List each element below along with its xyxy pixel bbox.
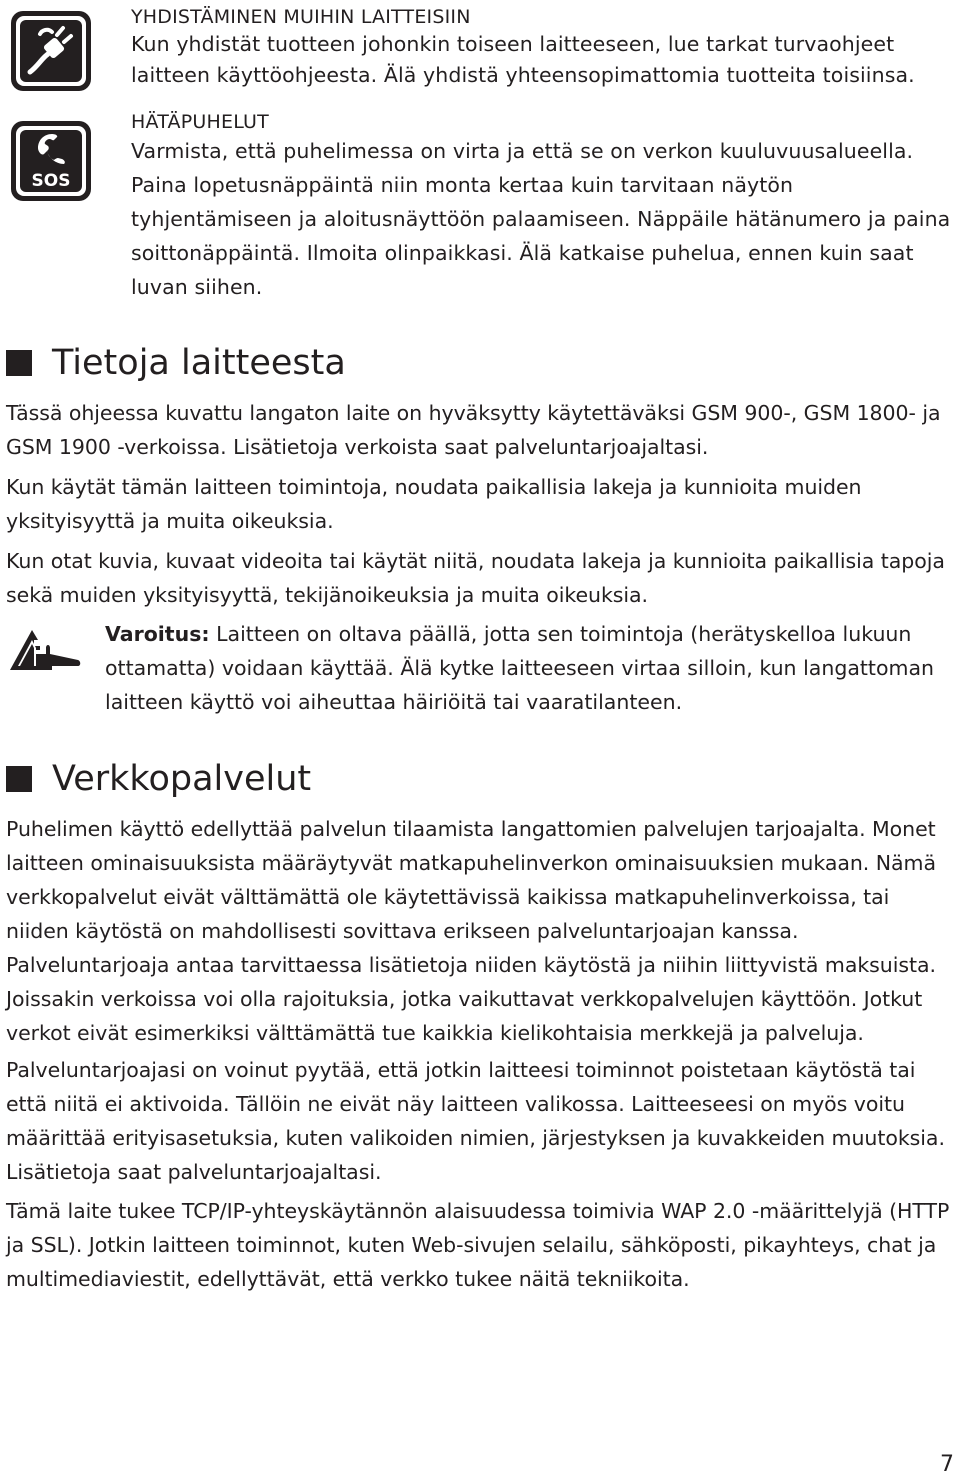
warning-text (105, 617, 935, 719)
safety-title: YHDISTÄMINEN MUIHIN LAITTEISIIN (131, 6, 471, 28)
warning-label: Varoitus: (105, 622, 210, 646)
paragraph: Tämä laite tukee TCP/IP-yhteyskäytännön alaisuudessa toimivia WAP 2.0 -määrittelyjä (HTTP ja SSL). Jotkin laitteen toiminnot, kuten Web-sivujen selailu, sähköposti, pikayhteys, chat ja multimediaviestit, edellyttävät, että verkko tukee näitä tekniikoita. (6, 1199, 950, 1291)
heading-bullet (6, 766, 32, 792)
warning-body: Laitteen on oltava päällä, jotta sen toimintoja (herätyskelloa lukuun ottamatta) voidaan käyttää. Älä kytke laitteeseen virtaa silloin, kun langattoman laitteen käyttö voi aiheuttaa häiriöitä tai vaaratilanteen. (105, 622, 935, 714)
section-heading-device (6, 343, 346, 383)
safety-text: Kun yhdistät tuotteen johonkin toiseen laitteeseen, lue tarkat turvaohjeet laitteen käyttöohjeesta. Älä yhdistä yhteensopimattomia tuotteita toisiinsa. (131, 32, 915, 87)
safety-item-emergency (131, 110, 956, 304)
section-heading-text: Verkkopalvelut (52, 759, 312, 799)
section-heading-network (6, 759, 311, 799)
sos-phone-icon (8, 118, 94, 204)
safety-text: Varmista, että puhelimessa on virta ja että se on verkon kuuluvuusalueella. Paina lopetusnäppäintä niin monta kertaa kuin tarvitaan näytön tyhjentämiseen ja aloitusnäyttöön palaamiseen. Näppäile hätänumero ja paina soittonäppäintä. Ilmoita olinpaikkasi. Älä katkaise puhelua, ennen kuin saat luvan siihen. (131, 139, 951, 299)
paragraph: Palveluntarjoajasi on voinut pyytää, että jotkin laitteesi toiminnot poistetaan käytöstä tai että niitä ei aktivoida. Tällöin ne eivät näy laitteen valikossa. Laitteeseesi on myös voitu määrittää erityisasetuksia, kuten valikoiden nimien, järjestyksen ja kuvakkeiden muutoksia. Lisätietoja saat palveluntarjoajaltasi. (6, 1058, 945, 1184)
page-number: 7 (940, 1452, 954, 1477)
warning-hand-icon (6, 626, 82, 674)
heading-bullet (6, 350, 32, 376)
sos-label: SOS (31, 171, 71, 191)
paragraph: Kun otat kuvia, kuvaat videoita tai käytät niitä, noudata lakeja ja kunnioita paikallisia tapoja sekä muiden yksityisyyttä, tekijänoikeuksia ja muita oikeuksia. (6, 549, 945, 607)
section-heading-text: Tietoja laitteesta (52, 343, 346, 383)
safety-title: HÄTÄPUHELUT (131, 111, 269, 133)
paragraph: Puhelimen käyttö edellyttää palvelun tilaamista langattomien palvelujen tarjoajalta. Monet laitteen ominaisuuksista määräytyvät matkapuhelinverkon ominaisuuksien mukaan. Nämä verkkopalvelut eivät välttämättä ole käytettävissä kaikissa matkapuhelinverkoissa, tai niiden käytöstä on mahdollisesti sovittava erikseen palveluntarjoajan kanssa. Palveluntarjoaja antaa tarvittaessa lisätietoja niiden käytöstä ja niihin liittyvistä maksuista. Joissakin verkoissa voi olla rajoituksia, jotka vaikuttavat verkkopalvelujen käyttöön. Jotkut verkot eivät esimerkiksi välttämättä tue kaikkia kielikohtaisia merkkejä ja palveluja. (6, 817, 936, 1045)
paragraph: Kun käytät tämän laitteen toimintoja, noudata paikallisia lakeja ja kunnioita muiden yksityisyyttä ja muita oikeuksia. (6, 475, 862, 533)
plug-icon (8, 8, 94, 94)
safety-item-connecting (131, 5, 946, 91)
paragraph: Tässä ohjeessa kuvattu langaton laite on hyväksytty käytettäväksi GSM 900-, GSM 1800- ja GSM 1900 -verkoissa. Lisätietoja verkoista saat palveluntarjoajaltasi. (6, 401, 941, 459)
